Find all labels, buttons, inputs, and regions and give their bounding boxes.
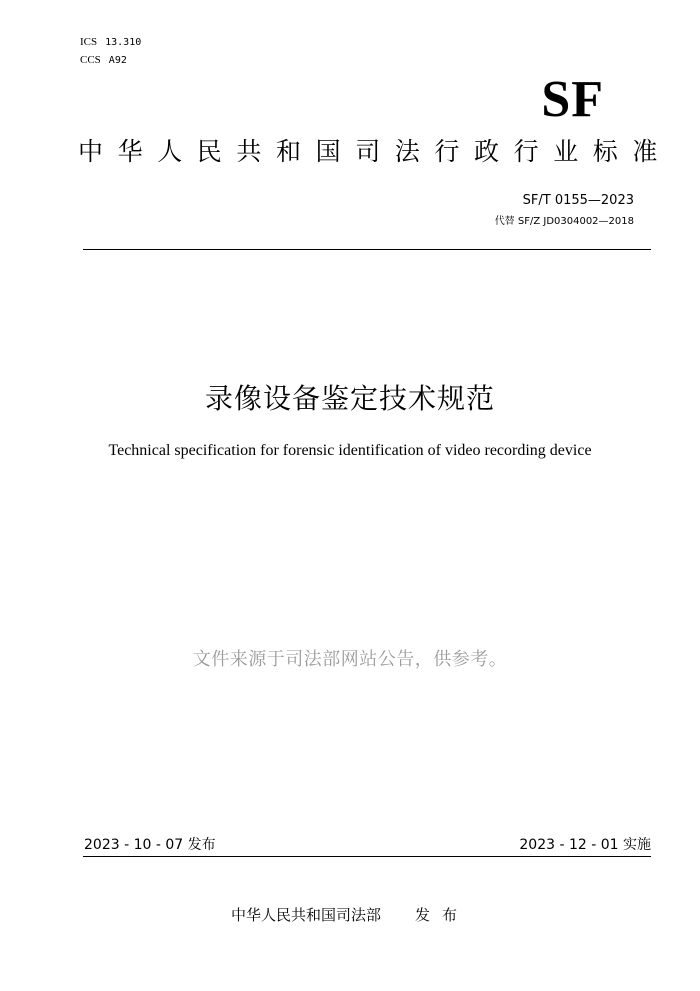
- ics-label: ICS: [80, 36, 98, 48]
- issuer-line: [0, 905, 700, 925]
- ccs-code: A92: [108, 55, 127, 66]
- document-title-english: Technical specification for forensic identification of video recording device: [108, 442, 592, 459]
- header-divider: [83, 249, 651, 250]
- ccs-label: CCS: [80, 54, 101, 66]
- ics-code: 13.310: [105, 37, 142, 48]
- ccs-classification: [80, 53, 127, 68]
- standard-number: SF/T 0155—2023: [522, 193, 634, 208]
- issuer-name: 中华人民共和国司法部: [230, 906, 381, 924]
- replaced-standard: 代替 SF/Z JD0304002—2018: [494, 216, 634, 227]
- issuer-verb: 发布: [415, 906, 470, 924]
- issue-date: 2023 - 10 - 07 发布: [84, 837, 216, 853]
- ics-classification: [80, 35, 141, 50]
- source-note: 文件来源于司法部网站公告，供参考。: [192, 649, 508, 670]
- document-title: 录像设备鉴定技术规范: [204, 382, 495, 415]
- effective-date: 2023 - 12 - 01 实施: [519, 837, 651, 853]
- sf-logo: SF: [541, 71, 604, 128]
- industry-standard-title: 中华人民共和国司法行政行业标准: [78, 137, 673, 166]
- footer-divider: [83, 856, 651, 857]
